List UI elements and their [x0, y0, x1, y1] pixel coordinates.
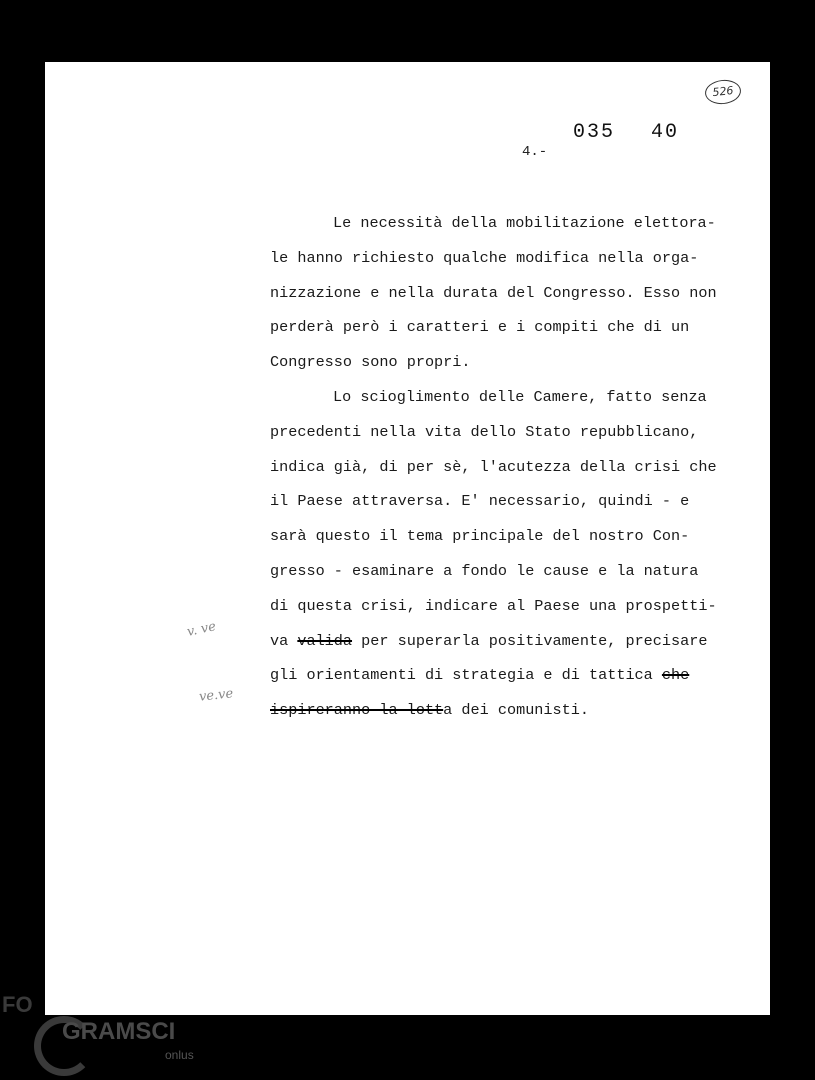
- logo-prefix: FO: [2, 992, 33, 1017]
- text-line: [270, 693, 740, 728]
- foundation-logo: [0, 990, 220, 1080]
- document-code-right: 40: [651, 121, 680, 144]
- text-fragment: a dei comunisti.: [443, 701, 589, 720]
- archive-number-stamp: 526: [704, 78, 742, 106]
- typed-text-body: [270, 206, 740, 728]
- logo-suffix: onlus: [165, 1048, 194, 1062]
- text-line: precedenti nella vita dello Stato repubblicano,: [270, 422, 699, 441]
- text-fragment: gli orientamenti di strategia e di tattica: [270, 666, 662, 685]
- text-line: di questa crisi, indicare al Paese una prospetti-: [270, 596, 717, 615]
- text-line: Le necessità della mobilitazione elettora-: [333, 214, 716, 232]
- text-line: perderà però i caratteri e i compiti che di un: [270, 318, 690, 337]
- document-code-left: 035: [573, 121, 616, 144]
- struck-text: valida: [297, 631, 353, 650]
- handwritten-note: ve.ve: [198, 686, 234, 705]
- handwritten-note: v. ve: [185, 619, 218, 640]
- text-line: [270, 624, 740, 659]
- text-line: gresso - esaminare a fondo le cause e la natura: [270, 561, 699, 580]
- document-page: [45, 62, 770, 1015]
- struck-text: che: [661, 666, 690, 685]
- text-fragment: per superarla positivamente, precisare: [352, 631, 708, 650]
- page-number: 4.-: [522, 144, 548, 160]
- logo-name: GRAMSCI: [62, 1018, 176, 1045]
- text-line: Lo scioglimento delle Camere, fatto senza: [333, 387, 707, 406]
- text-line: il Paese attraversa. E' necessario, quindi - e: [270, 492, 690, 511]
- text-line: le hanno richiesto qualche modifica nella orga-: [270, 248, 699, 267]
- text-line: Congresso sono propri.: [270, 353, 471, 372]
- text-line: indica già, di per sè, l'acutezza della crisi che: [270, 457, 717, 476]
- text-line: [270, 658, 740, 693]
- text-line: nizzazione e nella durata del Congresso. Esso non: [270, 283, 717, 302]
- struck-text: ispireranno la lott: [270, 701, 444, 720]
- text-line: sarà questo il tema principale del nostro Con-: [270, 527, 690, 546]
- document-code: [573, 121, 679, 144]
- text-fragment: va: [270, 631, 298, 650]
